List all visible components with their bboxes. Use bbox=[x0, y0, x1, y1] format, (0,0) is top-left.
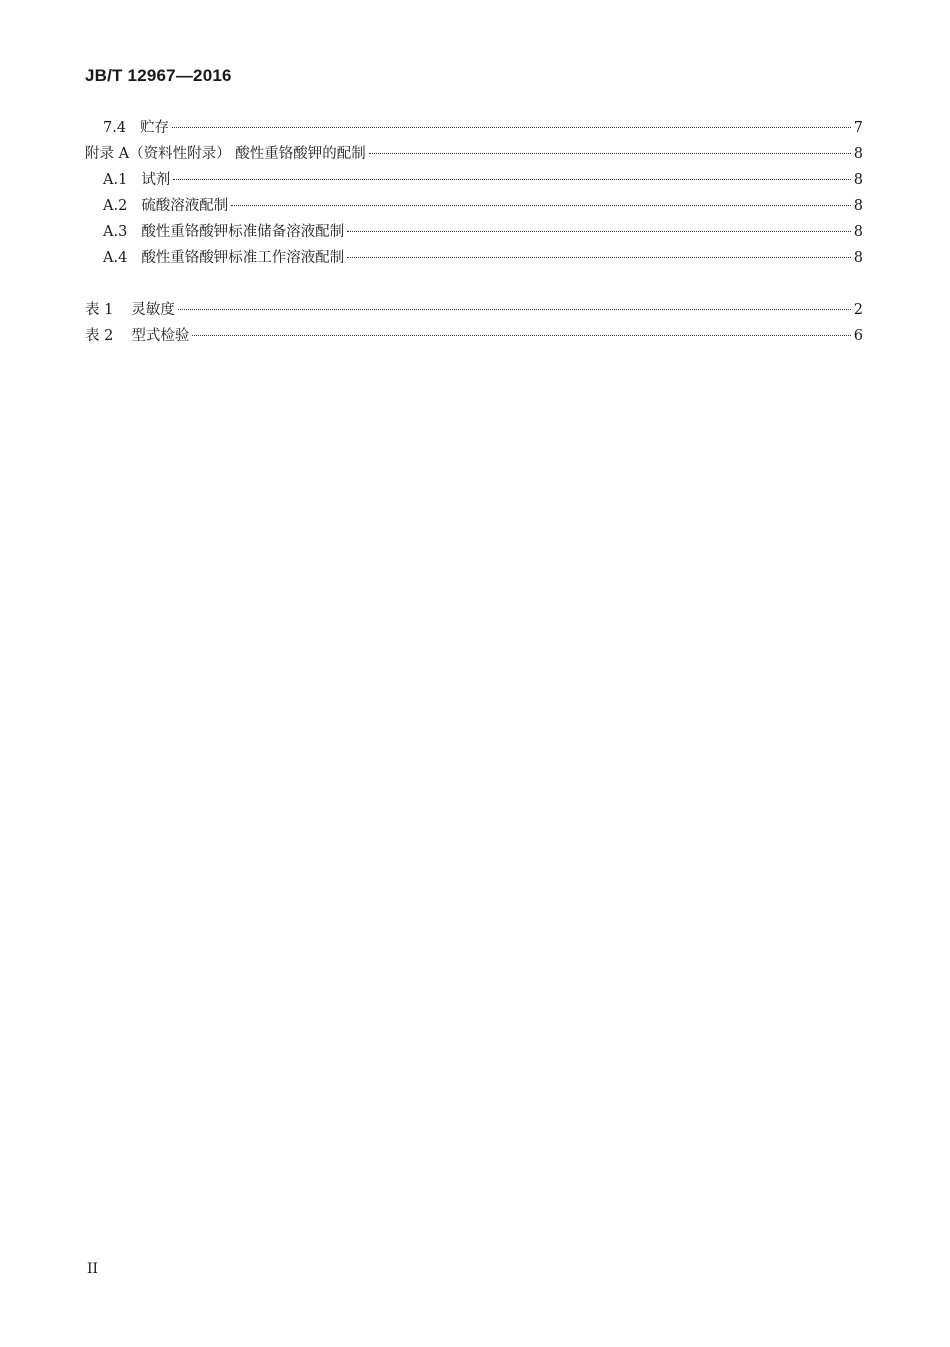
toc-dot-leader bbox=[369, 153, 851, 154]
toc-entry-appendix-a[interactable] bbox=[85, 142, 863, 168]
toc-entry-number: 附录 A bbox=[85, 146, 130, 162]
toc-dot-leader bbox=[192, 335, 850, 336]
toc-entry-page: 6 bbox=[853, 328, 863, 344]
toc-entry-number: 表 2 bbox=[85, 328, 114, 344]
toc-entry-a-4[interactable] bbox=[85, 246, 863, 272]
toc-entry-number: A.1 bbox=[103, 172, 128, 188]
toc-spacer bbox=[85, 272, 863, 298]
toc-entry-page: 8 bbox=[853, 224, 863, 240]
toc-entry-title: 型式检验 bbox=[131, 328, 190, 344]
toc-entry-page: 2 bbox=[853, 302, 863, 318]
toc-dot-leader bbox=[178, 309, 851, 310]
toc-dot-leader bbox=[231, 205, 850, 206]
toc-entry-number: A.3 bbox=[103, 224, 128, 240]
toc-entry-7-4[interactable] bbox=[85, 116, 863, 142]
toc-entry-page: 7 bbox=[853, 120, 863, 136]
toc-entry-a-2[interactable] bbox=[85, 194, 863, 220]
toc-entry-page: 8 bbox=[853, 250, 863, 266]
toc-entry-title: 酸性重铬酸钾标准储备溶液配制 bbox=[141, 224, 345, 240]
toc-entry-a-3[interactable] bbox=[85, 220, 863, 246]
toc-entry-table-2[interactable] bbox=[85, 324, 863, 350]
page-number: II bbox=[87, 1261, 99, 1277]
toc-entry-title: 酸性重铬酸钾标准工作溶液配制 bbox=[141, 250, 345, 266]
toc-dot-leader bbox=[173, 179, 850, 180]
toc-entry-page: 8 bbox=[853, 198, 863, 214]
toc-entry-number: 7.4 bbox=[103, 120, 127, 136]
toc-dot-leader bbox=[172, 127, 851, 128]
toc-entry-title: 灵敏度 bbox=[131, 302, 175, 318]
toc-entry-number: A.4 bbox=[103, 250, 128, 266]
table-of-contents bbox=[85, 116, 863, 350]
toc-entry-title: 贮存 bbox=[140, 120, 170, 136]
toc-entry-page: 8 bbox=[853, 146, 863, 162]
toc-entry-title: （资料性附录） 酸性重铬酸钾的配制 bbox=[129, 146, 366, 162]
toc-entry-title: 硫酸溶液配制 bbox=[141, 198, 229, 214]
toc-entry-title: 试剂 bbox=[141, 172, 171, 188]
document-id: JB/T 12967—2016 bbox=[85, 66, 232, 85]
toc-entry-table-1[interactable] bbox=[85, 298, 863, 324]
toc-entry-page: 8 bbox=[853, 172, 863, 188]
toc-entry-a-1[interactable] bbox=[85, 168, 863, 194]
toc-dot-leader bbox=[347, 231, 850, 232]
toc-dot-leader bbox=[347, 257, 850, 258]
toc-entry-number: 表 1 bbox=[85, 302, 114, 318]
toc-entry-number: A.2 bbox=[103, 198, 128, 214]
